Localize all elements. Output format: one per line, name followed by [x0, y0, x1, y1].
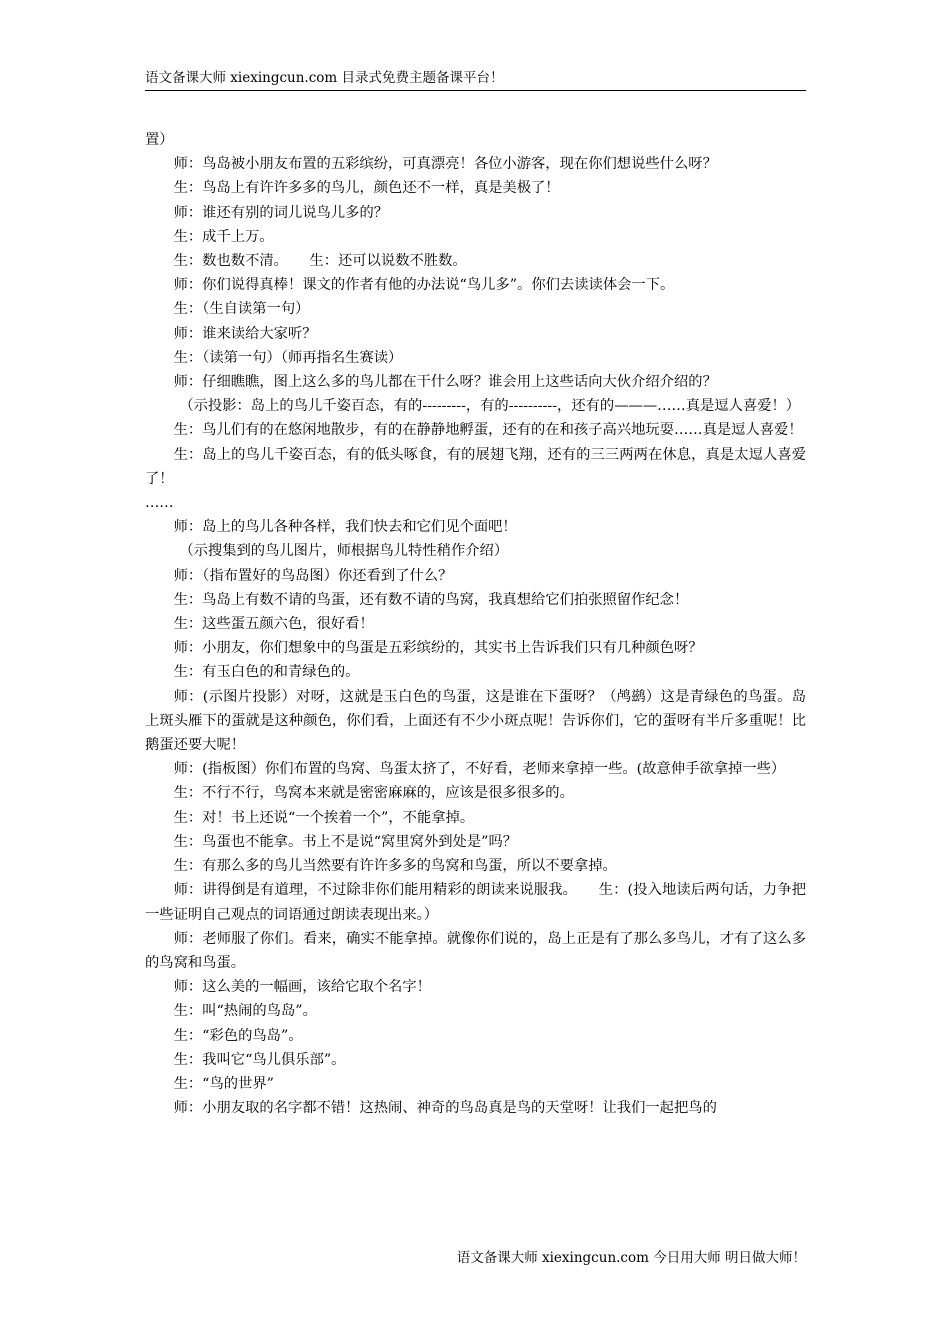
- paragraph: 师：仔细瞧瞧，图上这么多的鸟儿都在干什么呀？谁会用上这些话向大伙介绍介绍的？: [173, 374, 717, 391]
- paragraph: （示投影：岛上的鸟儿千姿百态，有的---------，有的----------，还有的———……真是逗人喜爱！）: [179, 398, 801, 415]
- paragraph: 生：叫“热闹的鸟岛”。: [173, 1003, 317, 1020]
- paragraph: 师：谁还有别的词儿说鸟儿多的？: [173, 204, 389, 221]
- paragraph: 生：对！书上还说“一个挨着一个”，不能拿掉。: [173, 809, 475, 826]
- paragraph: 生：岛上的鸟儿千姿百态，有的低头啄食，有的展翅飞翔，还有的三三两两在休息，真是太逗人喜爱了！: [145, 446, 806, 487]
- paragraph: 生：“鸟的世界”: [173, 1075, 274, 1092]
- paragraph: 生：这些蛋五颜六色，很好看！: [173, 616, 374, 633]
- paragraph: 生：（生自读第一句）: [173, 301, 310, 318]
- paragraph: 生：有那么多的鸟儿当然要有许许多多的鸟窝和鸟蛋，所以不要拿掉。: [173, 858, 617, 875]
- paragraph: 生：有玉白色的和青绿色的。: [173, 664, 360, 681]
- paragraph: 师：（指布置好的鸟岛图）你还看到了什么？: [173, 567, 453, 584]
- paragraph: 师：你们说得真棒！课文的作者有他的办法说“鸟儿多”。你们去读读体会一下。: [173, 277, 675, 294]
- paragraph: 师：(指板图）你们布置的鸟窝、鸟蛋太挤了，不好看，老师来拿掉一些。(故意伸手欲拿掉一些）: [173, 761, 786, 778]
- paragraph: 师：这么美的一幅画，该给它取个名字！: [173, 979, 431, 996]
- page-footer: 语文备课大师 xiexingcun.com 今日用大师 明日做大师！: [456, 1250, 806, 1266]
- paragraph: 师：小朋友取的名字都不错！这热闹、神奇的鸟岛真是鸟的天堂呀！让我们一起把鸟的: [173, 1100, 717, 1117]
- page-header: 语文备课大师 xiexingcun.com 目录式免费主题备课平台！: [145, 68, 806, 91]
- paragraph: 师：岛上的鸟儿各种各样，我们快去和它们见个面吧！: [173, 519, 517, 536]
- paragraph: 生：不行不行，鸟窝本来就是密密麻麻的，应该是很多很多的。: [173, 785, 574, 802]
- paragraph: 生：数也数不清。 生：还可以说数不胜数。: [173, 253, 467, 270]
- paragraph: 生：鸟蛋也不能拿。书上不是说“窝里窝外到处是”吗？: [173, 833, 518, 850]
- paragraph: ……: [145, 495, 174, 512]
- paragraph: 生：“彩色的鸟岛”。: [173, 1027, 303, 1044]
- paragraph: 师：讲得倒是有道理，不过除非你们能用精彩的朗读来说服我。 生：(投入地读后两句话，力争把一些证明自己观点的词语通过朗读表现出来。）: [145, 882, 806, 923]
- paragraph: 置）: [145, 132, 174, 148]
- paragraph: （示搜集到的鸟儿图片，师根据鸟儿特性稍作介绍）: [179, 543, 509, 560]
- document-body: [145, 128, 806, 1120]
- paragraph: 生：成千上万。: [173, 228, 274, 245]
- paragraph: 师：(示图片投影）对呀，这就是玉白色的鸟蛋，这是谁在下蛋呀？（鸬鹚）这是青绿色的鸟蛋。岛上斑头雁下的蛋就是这种颜色，你们看，上面还有不少小斑点呢！告诉你们，它的蛋呀有半斤多重呢！比鹅蛋还要大呢！: [145, 688, 806, 754]
- paragraph: 生：鸟岛上有许许多多的鸟儿，颜色还不一样，真是美极了！: [173, 180, 560, 197]
- paragraph: 生：（读第一句）（师再指名生赛读）: [173, 349, 403, 366]
- paragraph: 师：谁来读给大家听？: [173, 325, 317, 342]
- paragraph: 师：小朋友，你们想象中的鸟蛋是五彩缤纷的，其实书上告诉我们只有几种颜色呀？: [173, 640, 703, 657]
- paragraph: 生：鸟岛上有数不请的鸟蛋，还有数不请的鸟窝，我真想给它们拍张照留作纪念！: [173, 591, 689, 608]
- paragraph: 生：鸟儿们有的在悠闲地散步，有的在静静地孵蛋，还有的在和孩子高兴地玩耍……真是逗人喜爱！: [173, 422, 803, 439]
- paragraph: 生：我叫它“鸟儿俱乐部”。: [173, 1051, 346, 1068]
- paragraph: 师：老师服了你们。看来，确实不能拿掉。就像你们说的，岛上正是有了那么多鸟儿，才有了这么多的鸟窝和鸟蛋。: [145, 930, 806, 971]
- paragraph: 师：鸟岛被小朋友布置的五彩缤纷，可真漂亮！各位小游客，现在你们想说些什么呀？: [173, 156, 717, 173]
